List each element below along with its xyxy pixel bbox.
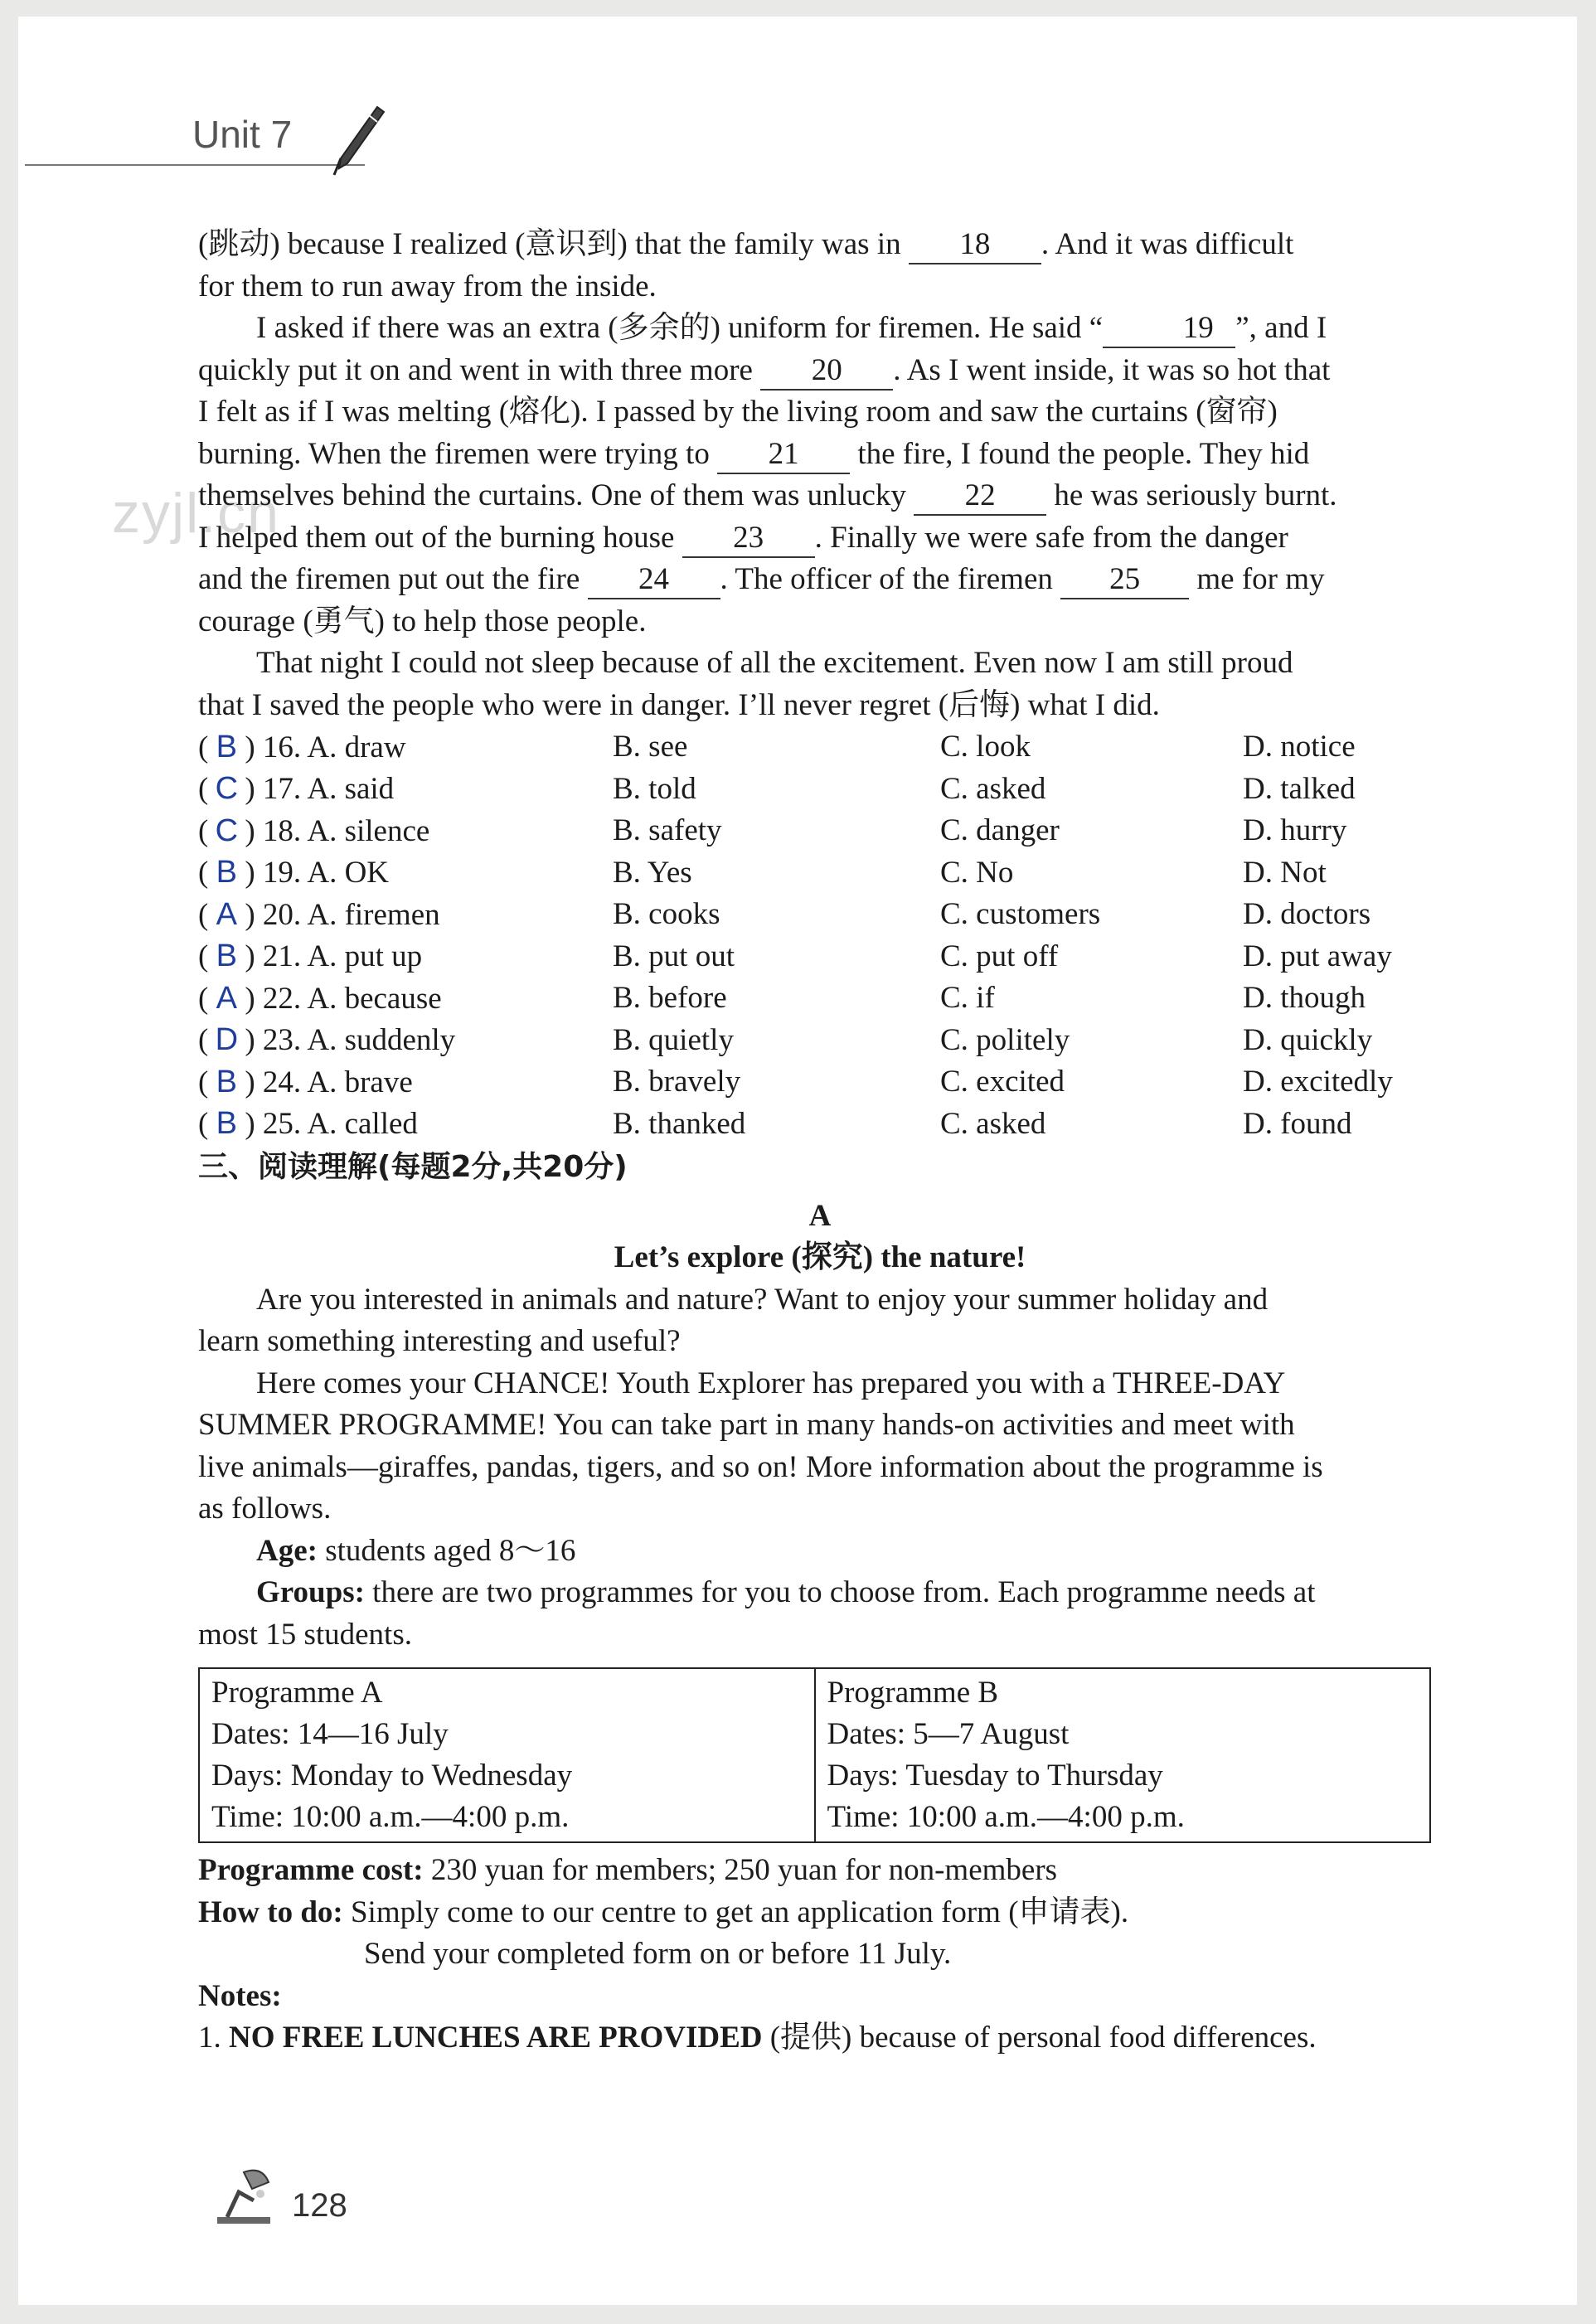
option-d: D. quickly: [1243, 1022, 1373, 1057]
passage-text: I asked if there was an extra (多余的) uniform for firemen. He said “: [256, 311, 1104, 345]
option-c: C. No: [940, 855, 1014, 890]
answer-mark: B: [216, 729, 237, 764]
age-text: students aged 8～16: [317, 1533, 576, 1568]
passage-text: themselves behind the curtains. One of them was unlucky: [198, 478, 914, 512]
passage-line: [198, 559, 1442, 601]
programme-a-cell: [199, 1668, 815, 1842]
answer-mark: B: [216, 1064, 237, 1099]
passage-line: [198, 224, 1442, 266]
option-b: B. cooks: [613, 897, 720, 931]
option-c: C. asked: [940, 1106, 1046, 1141]
blank-22: 22: [914, 478, 1046, 516]
reading-line: Are you interested in animals and nature? Want to enjoy your summer holiday and: [256, 1282, 1269, 1317]
question-row: [198, 936, 1442, 978]
how-text: Simply come to our centre to get an application form (申请表).: [342, 1895, 1129, 1929]
question-row: [198, 810, 1442, 852]
option-d: D. notice: [1243, 730, 1356, 764]
page: [18, 17, 1577, 2305]
answer-mark: A: [216, 980, 237, 1016]
passage-line: [198, 517, 1442, 560]
passage-text: . And it was difficult: [1041, 227, 1294, 261]
answer-mark: D: [215, 1022, 239, 1057]
pen-icon: [329, 104, 387, 178]
option-b: B. thanked: [613, 1106, 746, 1141]
content: [198, 224, 1442, 2060]
question-stem: ( C ) 18. A. silence: [198, 810, 613, 853]
cost-text: 230 yuan for members; 250 yuan for non-members: [423, 1853, 1058, 1887]
blank-24: 24: [588, 561, 720, 599]
passage-line: [198, 308, 1442, 350]
passage-line: courage (勇气) to help those people.: [198, 604, 647, 638]
answer-mark: B: [216, 1106, 237, 1141]
passage-text: . As I went inside, it was so hot that: [893, 352, 1331, 387]
how-label: How to do:: [198, 1895, 343, 1929]
reading-passage: [198, 1279, 1442, 1531]
passage-text: burning. When the firemen were trying to: [198, 436, 718, 471]
passage-line: [198, 475, 1442, 517]
question-stem: ( B ) 16. A. draw: [198, 726, 613, 769]
passage-text: quickly put it on and went in with three more: [198, 352, 761, 387]
header-rule: [25, 164, 365, 166]
option-c: C. asked: [940, 771, 1046, 806]
note-1-number: 1.: [198, 2021, 229, 2055]
passage-text: I helped them out of the burning house: [198, 520, 682, 555]
programme-a-dates: Dates: 14—16 July: [211, 1717, 449, 1751]
option-b: B. put out: [613, 939, 735, 973]
question-stem: ( B ) 25. A. called: [198, 1103, 613, 1146]
passage-text: ”, and I: [1235, 311, 1327, 345]
passage-line: for them to run away from the inside.: [198, 269, 657, 303]
answer-mark: A: [216, 896, 237, 932]
option-d: D. Not: [1243, 855, 1327, 890]
option-d: D. put away: [1243, 939, 1392, 973]
programme-b-dates: Dates: 5—7 August: [827, 1717, 1070, 1751]
question-row: [198, 894, 1442, 936]
question-stem: ( C ) 17. A. said: [198, 768, 613, 811]
option-b: B. told: [613, 771, 696, 806]
reading-line: as follows.: [198, 1492, 332, 1526]
answer-mark: C: [215, 813, 239, 848]
option-d: D. excitedly: [1243, 1065, 1393, 1099]
programme-b-time: Time: 10:00 a.m.—4:00 p.m.: [827, 1800, 1185, 1834]
option-b: B. safety: [613, 813, 722, 847]
passage-text: the fire, I found the people. They hid: [850, 436, 1310, 471]
age-line: [198, 1531, 1442, 1573]
age-label: Age:: [256, 1533, 318, 1568]
question-row: [198, 978, 1442, 1020]
groups-line: [198, 1572, 1442, 1614]
passage-text: me for my: [1189, 562, 1325, 596]
programme-a-time: Time: 10:00 a.m.—4:00 p.m.: [211, 1800, 570, 1834]
blank-21: 21: [717, 436, 850, 474]
programme-b-days: Days: Tuesday to Thursday: [827, 1759, 1163, 1793]
programme-b-cell: [815, 1668, 1431, 1842]
passage-line: That night I could not sleep because of all the excitement. Even now I am still proud: [256, 646, 1293, 680]
passage-line: [198, 434, 1442, 476]
option-c: C. excited: [940, 1065, 1065, 1099]
how-line-2: Send your completed form on or before 11 July.: [364, 1937, 952, 1971]
programme-a-days: Days: Monday to Wednesday: [211, 1759, 573, 1793]
cloze-passage: [198, 224, 1442, 726]
option-d: D. talked: [1243, 771, 1356, 806]
blank-20: 20: [760, 352, 893, 391]
passage-text: . The officer of the firemen: [720, 562, 1061, 596]
option-d: D. hurry: [1243, 813, 1347, 847]
option-c: C. politely: [940, 1022, 1070, 1057]
blank-19: 19: [1103, 310, 1235, 348]
option-c: C. if: [940, 981, 995, 1015]
option-c: C. customers: [940, 897, 1101, 931]
desk-lamp-icon: [211, 2164, 277, 2226]
blank-18: 18: [909, 226, 1041, 264]
answer-mark: B: [216, 855, 237, 890]
cost-label: Programme cost:: [198, 1853, 424, 1887]
programme-b-title: Programme B: [827, 1676, 999, 1710]
passage-text: (跳动) because I realized (意识到) that the family was in: [198, 227, 909, 261]
option-d: D. doctors: [1243, 897, 1371, 931]
option-b: B. bravely: [613, 1065, 741, 1099]
programme-table: [198, 1667, 1431, 1843]
unit-header: Unit 7: [192, 113, 293, 156]
question-row: [198, 852, 1442, 895]
passage-text: and the firemen put out the fire: [198, 562, 588, 596]
option-b: B. see: [613, 730, 688, 764]
passage-text: he was seriously burnt.: [1046, 478, 1337, 512]
question-list: [198, 726, 1442, 1145]
groups-text: there are two programmes for you to choose from. Each programme needs at: [364, 1575, 1316, 1609]
question-stem: ( B ) 19. A. OK: [198, 851, 613, 895]
passage-line: that I saved the people who were in danger. I’ll never regret (后悔) what I did.: [198, 687, 1160, 722]
question-stem: ( A ) 20. A. firemen: [198, 894, 613, 937]
question-stem: ( D ) 23. A. suddenly: [198, 1019, 613, 1062]
option-b: B. Yes: [613, 855, 692, 890]
groups-label: Groups:: [256, 1575, 365, 1609]
section-title: 三、阅读理解(每题2分,共20分): [198, 1150, 628, 1184]
question-row: [198, 726, 1442, 769]
option-c: C. danger: [940, 813, 1060, 847]
answer-mark: B: [216, 939, 237, 973]
programme-a-title: Programme A: [211, 1676, 383, 1710]
reading-line: SUMMER PROGRAMME! You can take part in many hands-on activities and meet with: [198, 1408, 1295, 1442]
option-c: C. put off: [940, 939, 1059, 973]
question-row: [198, 769, 1442, 811]
passage-text: . Finally we were safe from the danger: [814, 520, 1288, 555]
passage-line: I felt as if I was melting (熔化). I passed by the living room and saw the curtains (窗帘): [198, 395, 1278, 429]
question-stem: ( B ) 24. A. brave: [198, 1061, 613, 1104]
option-d: D. found: [1243, 1106, 1352, 1141]
passage-line: [198, 350, 1442, 392]
option-c: C. look: [940, 730, 1031, 764]
option-d: D. though: [1243, 981, 1366, 1015]
reading-line: Here comes your CHANCE! Youth Explorer has prepared you with a THREE-DAY: [256, 1366, 1286, 1400]
reading-title: Let’s explore (探究) the nature!: [614, 1240, 1026, 1274]
reading-line: learn something interesting and useful?: [198, 1324, 681, 1358]
option-b: B. before: [613, 981, 727, 1015]
how-line: [198, 1892, 1442, 1934]
groups-line-2: most 15 students.: [198, 1617, 412, 1652]
question-row: [198, 1061, 1442, 1104]
blank-25: 25: [1060, 561, 1189, 599]
answer-mark: C: [215, 771, 239, 806]
notes-label: Notes:: [198, 1978, 282, 2013]
option-b: B. quietly: [613, 1022, 734, 1057]
question-row: [198, 1020, 1442, 1062]
question-stem: ( B ) 21. A. put up: [198, 935, 613, 978]
page-number: 128: [292, 2187, 347, 2224]
watermark: zyjl.cn: [112, 482, 280, 545]
note-1-bold: NO FREE LUNCHES ARE PROVIDED: [229, 2021, 763, 2055]
question-row: [198, 1104, 1442, 1146]
note-1-text: (提供) because of personal food differences.: [762, 2021, 1317, 2055]
question-stem: ( A ) 22. A. because: [198, 978, 613, 1021]
note-1: [198, 2017, 1442, 2060]
reading-label: A: [808, 1198, 832, 1233]
blank-23: 23: [682, 520, 815, 558]
cost-line: [198, 1850, 1442, 1892]
reading-line: live animals—giraffes, pandas, tigers, and so on! More information about the programme is: [198, 1449, 1323, 1484]
